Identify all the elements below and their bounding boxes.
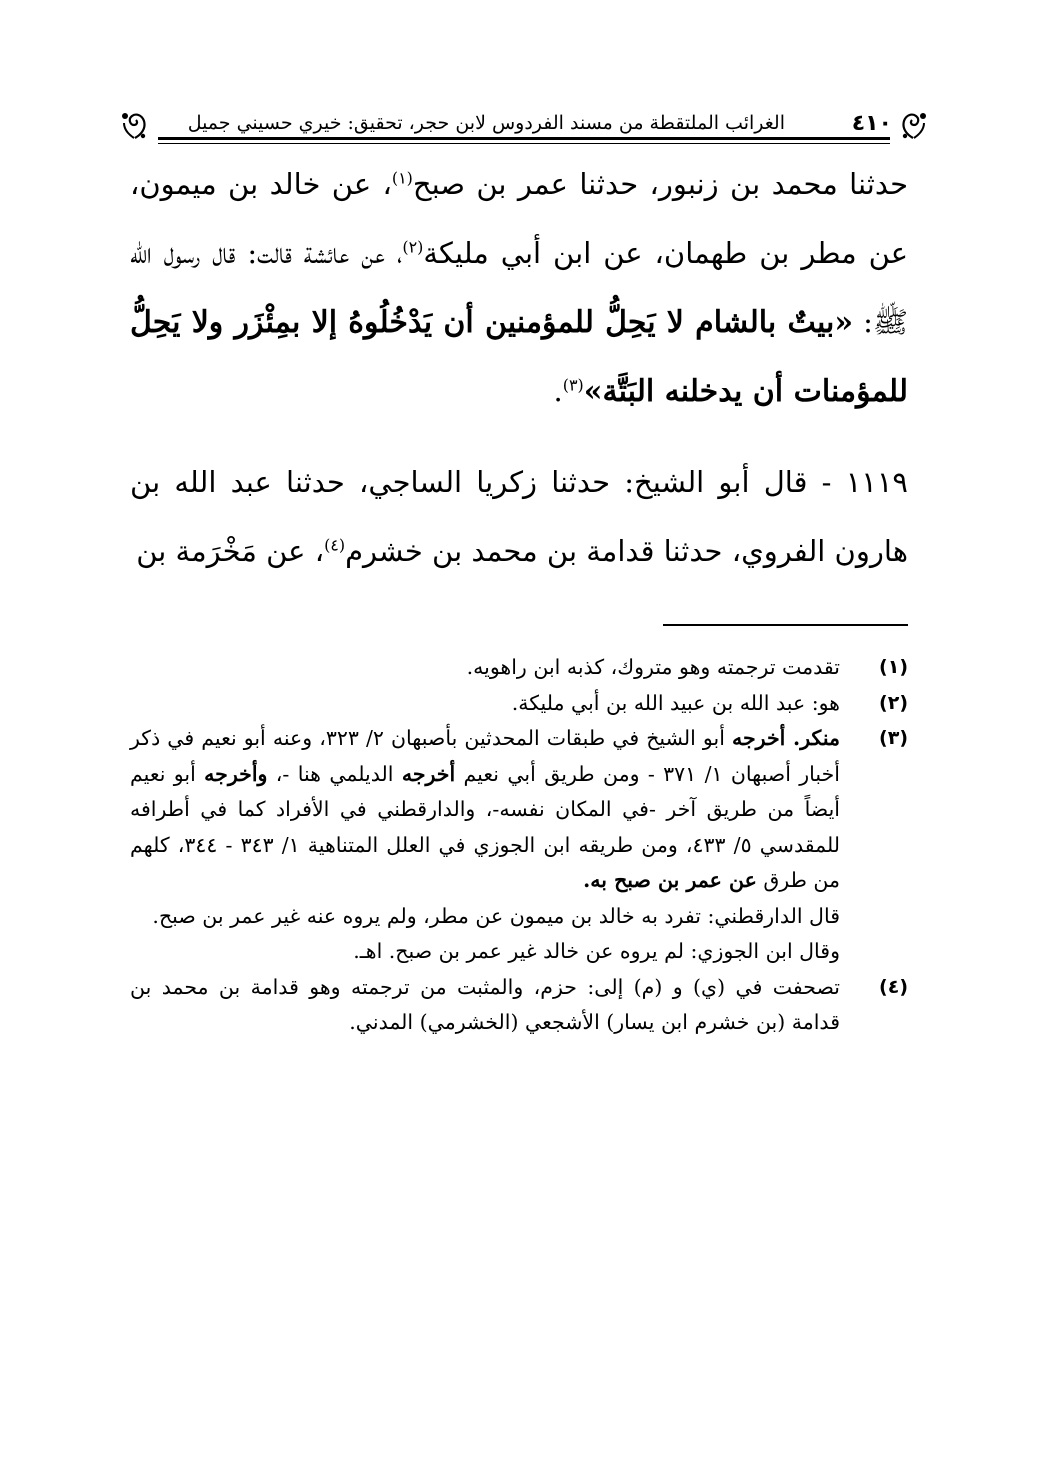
running-title: الغرائب الملتقطة من مسند الفردوس لابن حجر، تحقيق: خيري حسيني جميل [187,112,785,134]
footnote-4: (٤) تصحفت في (ي) و (م) إلى: حزم، والمثبت من ترجمته وهو قدامة بن محمد بن قدامة (بن خشرم ابن يسار) الأشجعي (الخشرمي) المدني. [130,970,908,1041]
floral-ornament-icon [118,108,152,142]
running-header [118,100,930,144]
footnote-number: (٢) [879,691,908,714]
footnote-1: (١) تقدمت ترجمته وهو متروك، كذبه ابن راهويه. [130,650,908,686]
footnote-3: (٣) منكر. أخرجه أبو الشيخ في طبقات المحدثين بأصبهان ٢/ ٣٢٣، وعنه أبو نعيم في ذكر أخبار أصبهان ١/ ٣٧١ - ومن طريق أبي نعيم أخرجه الديلمي هنا -، وأخرجه أبو نعيم أيضاً من طريق آخر -في المكان نفسه-، والدارقطني في الأفراد كما في أطرافه للمقدسي ٥/ ٤٣٣، ومن طريقه ابن الجوزي في العلل المتناهية ١/ ٣٤٣ - ٣٤٤، كلهم من طرق عن عمر بن صبح به. قال الدارقطني: تفرد به خالد بن ميمون عن مطر، ولم يروه عنه غير عمر بن صبح. وقال ابن الجوزي: لم يروه عن خالد غير عمر بن صبح. اهـ. [130,721,908,970]
footnote-ref[interactable]: (٢) [402,237,424,257]
footnote-ref[interactable]: (٤) [324,535,346,555]
header-rule-thin [158,143,890,144]
page-number: ٤١٠ [851,111,892,136]
footnote-separator [663,624,908,626]
footnote-2: (٢) هو: عبد الله بن عبيد الله بن أبي مليكة. [130,686,908,722]
footnote-number: (٤) [879,975,908,998]
footnote-ref[interactable]: (٣) [562,375,584,395]
footnote-number: (٣) [879,727,908,749]
footnotes [130,650,908,1041]
main-text [130,150,908,586]
hadith-text: ١١١٩ - قال أبو الشيخ: حدثنا زكريا الساجي، حدثنا عبد الله بن هارون الفروي، حدثنا قدامة بن محمد بن خشرم$^{(٤)}$، عن مَخْرَمة بن [130,465,908,568]
hadith-text: حدثنا محمد بن زنبور، حدثنا عمر بن صبح$^{(١)}$، عن خالد بن ميمون، عن مطر بن طهمان، عن ابن أبي مليكة$^{(٢)}$، عن عائشة قالت: قال رسول الله ﷺ: «بيتٌ بالشام لا يَحِلُّ للمؤمنين أن يَدْخُلُوهُ إلا بمِئْزَر ولا يَحِلُّ للمؤمنات أن يدخلنه البَتَّة»$^{(٣)}$. [130,167,908,409]
header-rule [158,137,890,140]
hadith-quote: «بيتٌ بالشام لا يَحِلُّ للمؤمنين أن يَدْخُلُوهُ إلا بمِئْزَر ولا يَحِلُّ للمؤمنات أن يدخلنه البَتَّة» [130,305,908,409]
footnote-ref[interactable]: (١) [391,168,413,188]
footnote-number: (١) [879,656,908,678]
floral-ornament-icon [896,108,930,142]
